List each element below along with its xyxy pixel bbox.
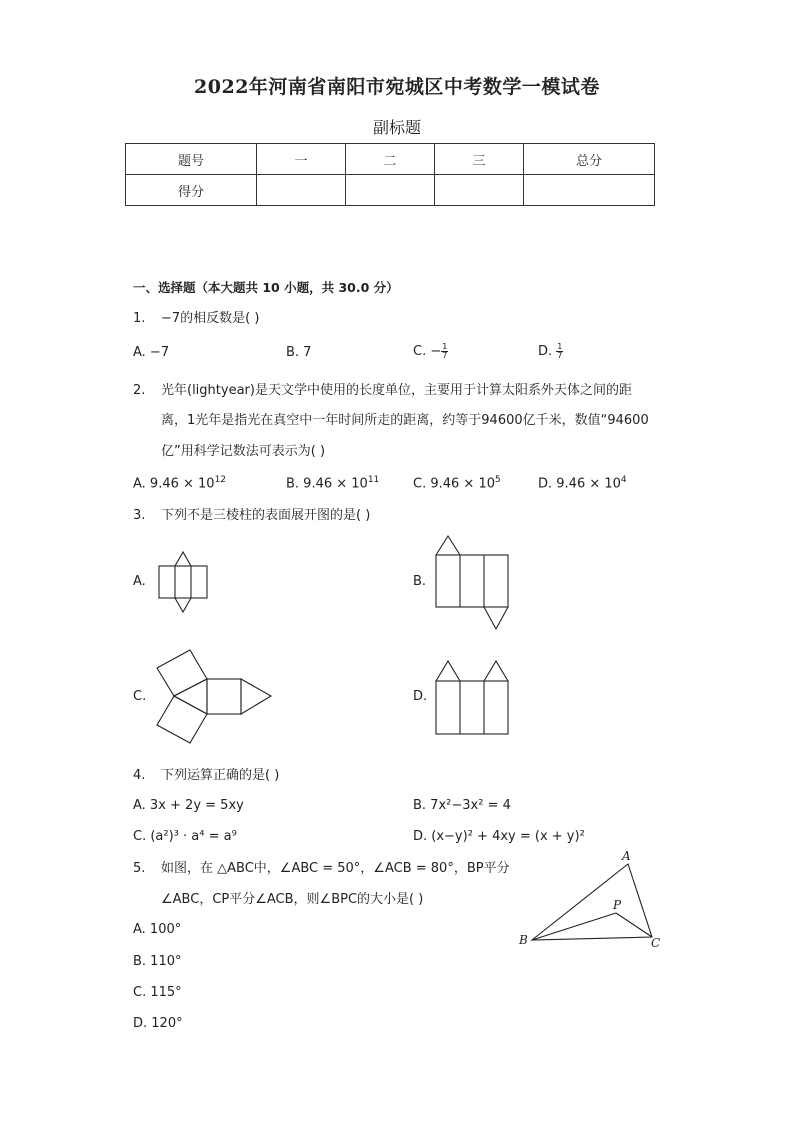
net-triangle [241,679,271,714]
question-number: 3. [133,508,146,523]
question-text-line: ∠ABC，CP平分∠ACB，则∠BPC的大小是( ) [161,892,424,907]
net-triangle [484,661,508,681]
table-cell: 三 [435,144,524,175]
option-a: A. 3x + 2y = 5xy [133,798,244,813]
option-d: D. (x−y)² + 4xy = (x + y)² [413,829,585,844]
question-text-line: 光年(lightyear)是天文学中使用的长度单位，主要用于计算太阳系外天体之间的距 [161,383,632,398]
question-5 [133,860,510,878]
net-triangle [175,552,191,566]
option-label: A. 9.46 × 10 [133,476,215,492]
exponent: 5 [495,475,501,485]
net-figure-a [159,552,207,612]
point-label-c: C [651,936,661,950]
exponent: 12 [214,475,227,485]
question-number: 4. [133,768,146,783]
option-a: A. −7 [133,345,170,360]
net-figure-c [157,650,271,743]
question-number: 1. [133,311,146,326]
option-a-label: A. [133,574,146,589]
net-figure-b [436,536,508,629]
question-text: 下列不是三棱柱的表面展开图的是( ) [161,508,371,523]
bisector-cp [616,913,652,937]
option-b-label: B. [413,574,427,589]
fraction-denominator: 7 [557,351,563,360]
triangle-abc-figure [532,864,652,940]
option-d-label: D. [413,689,428,704]
option-b: B. 110° [133,954,182,969]
fraction-denominator: 7 [442,351,448,360]
fraction-numerator: 1 [442,342,448,351]
page-title: 2022年河南省南阳市宛城区中考数学一模试卷 [194,76,600,98]
net-triangle [484,607,508,629]
question-text: 下列运算正确的是( ) [161,768,280,783]
question-text: −7的相反数是( ) [161,311,260,326]
question-number: 5. [133,861,146,876]
net-rect [436,681,508,734]
net-figure-d [436,661,508,734]
question-4 [133,767,279,785]
point-label-a: A [622,849,631,863]
option-d: D. 120° [133,1016,183,1031]
question-text-line: 离，1光年是指光在真空中一年时间所走的距离，约等于94600亿千米，数值“94600 [161,413,649,428]
net-rect [207,679,241,714]
option-label: B. 9.46 × 10 [286,476,368,492]
fraction-numerator: 1 [557,342,563,351]
net-triangle [175,598,191,612]
bisector-bp [532,913,616,940]
table-cell: 题号 [126,144,257,175]
table-cell: 总分 [524,144,655,175]
net-square [157,650,207,696]
net-triangle [174,679,207,714]
option-a: A. 100° [133,922,182,937]
point-label-p: P [613,898,622,912]
triangle-abc [532,864,652,940]
page-subtitle: 副标题 [372,118,421,137]
option-c: C. 115° [133,985,182,1000]
exponent: 11 [367,475,380,485]
option-c-label: C. [133,689,147,704]
net-rect [159,566,207,598]
point-label-b: B [519,933,528,947]
option-label: C. 9.46 × 10 [413,476,495,492]
question-text-line: 亿”用科学记数法可表示为( ) [161,444,326,459]
question-text-line: 如图，在 △ABC中，∠ABC = 50°，∠ACB = 80°，BP平分 [161,861,510,876]
option-label: C. − [413,344,442,359]
net-triangle [436,536,460,555]
option-label: D. [538,344,557,359]
table-cell: 二 [346,144,435,175]
exponent: 4 [620,475,627,485]
section-heading: 一、选择题（本大题共 10 小题，共 30.0 分） [133,280,399,295]
net-triangle [436,661,460,681]
question-number: 2. [133,383,146,398]
option-b: B. 7x²−3x² = 4 [413,798,511,813]
net-rect [436,555,508,607]
table-cell: 一 [257,144,346,175]
table-cell: 得分 [126,175,257,206]
option-c: C. (a²)³ · a⁴ = a⁹ [133,829,237,844]
option-b: B. 7 [286,345,312,360]
option-label: D. 9.46 × 10 [538,476,621,492]
net-square [157,696,207,743]
